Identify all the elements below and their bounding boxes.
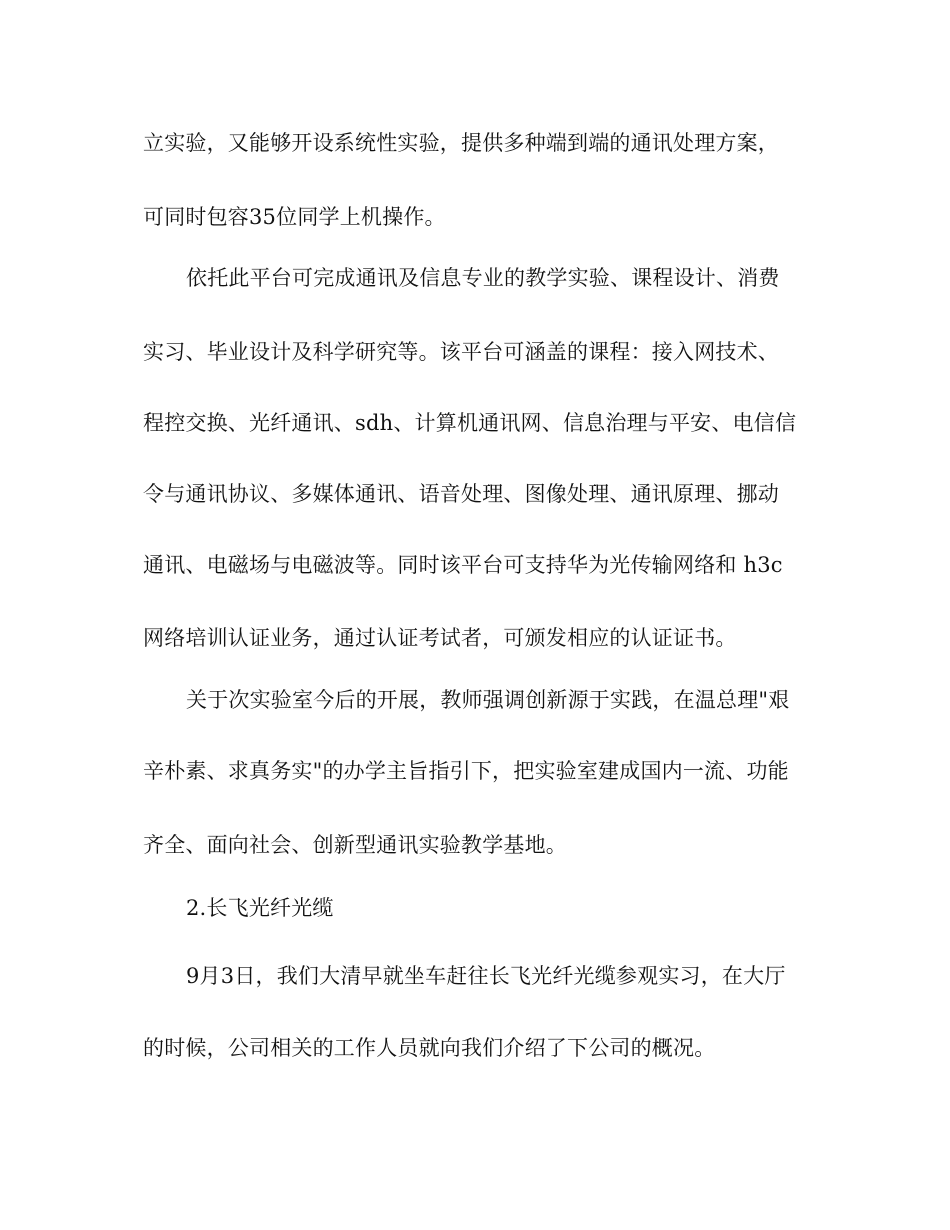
text-line: 令与通讯协议、多媒体通讯、语音处理、图像处理、通讯原理、挪动 — [143, 482, 779, 506]
text-line: 网络培训认证业务，通过认证考试者，可颁发相应的认证证书。 — [143, 626, 737, 650]
paragraph-start-line: 9月3日，我们大清早就坐车赶往长飞光纤光缆参观实习，在大厅 — [186, 964, 786, 988]
text-line: 通讯、电磁场与电磁波等。同时该平台可支持华为光传输网络和 h3c — [143, 553, 783, 577]
paragraph-start-line: 关于次实验室今后的开展，教师强调创新源于实践，在温总理"艰 — [186, 688, 790, 712]
section-heading: 2.长飞光纤光缆 — [186, 896, 334, 920]
text-line: 齐全、面向社会、创新型通讯实验教学基地。 — [143, 833, 567, 857]
text-line: 立实验，又能够开设系统性实验，提供多种端到端的通讯处理方案， — [143, 131, 779, 155]
text-line: 可同时包容35位同学上机操作。 — [143, 205, 446, 229]
text-line: 的时候，公司相关的工作人员就向我们介绍了下公司的概况。 — [143, 1036, 716, 1060]
text-line: 辛朴素、求真务实"的办学主旨指引下，把实验室建成国内一流、功能 — [143, 759, 789, 783]
text-line: 程控交换、光纤通讯、sdh、计算机通讯网、信息治理与平安、电信信 — [143, 411, 797, 435]
paragraph-start-line: 依托此平台可完成通讯及信息专业的教学实验、课程设计、消费 — [186, 266, 780, 290]
text-line: 实习、毕业设计及科学研究等。该平台可涵盖的课程：接入网技术、 — [143, 340, 779, 364]
